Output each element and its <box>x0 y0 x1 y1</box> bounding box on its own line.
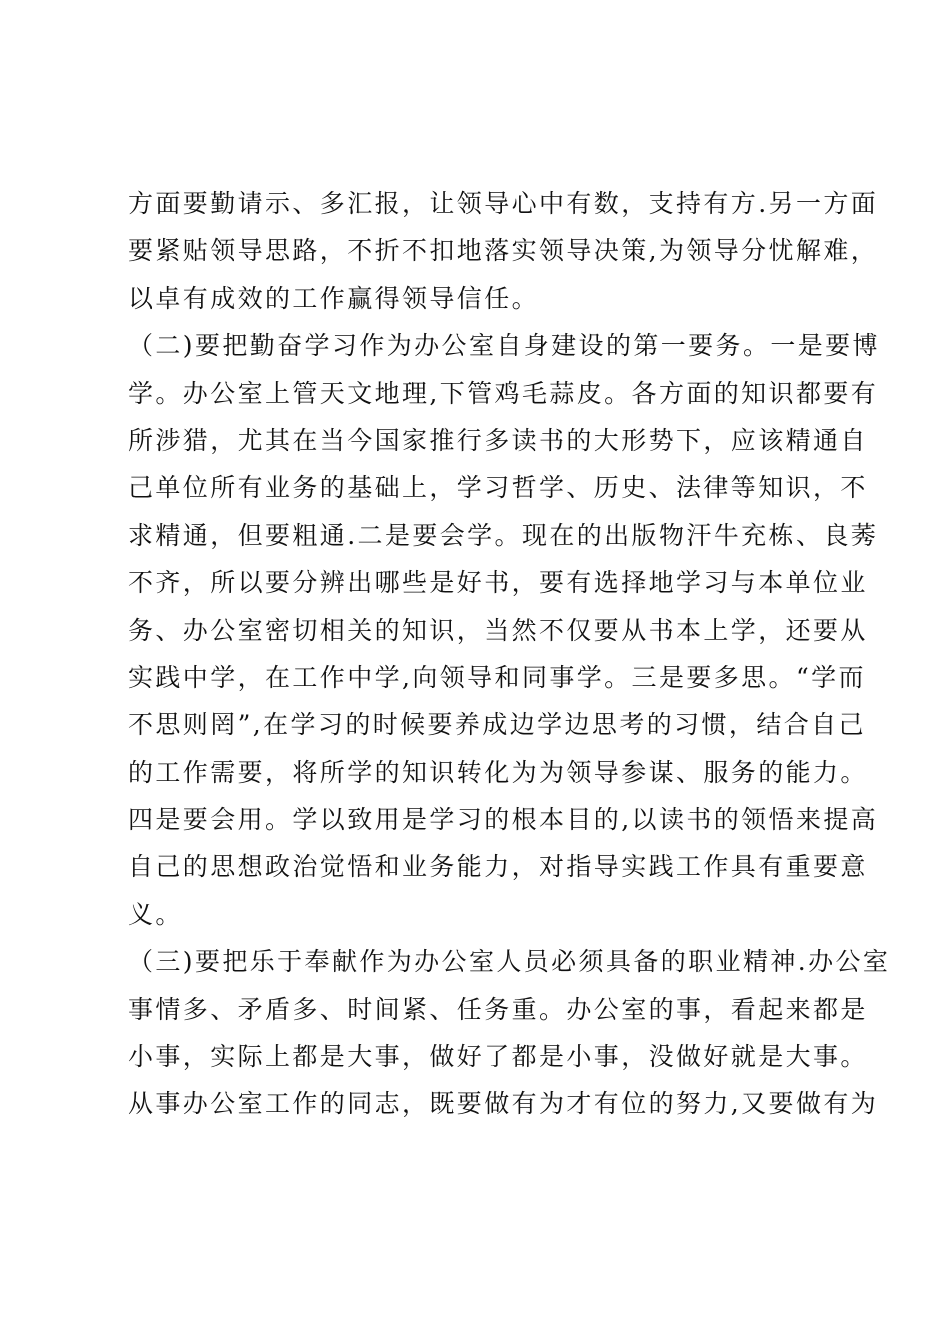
text-line: 不齐，所以要分辨出哪些是好书，要有选择地学习与本单位业 <box>128 568 868 598</box>
text-line: 求精通，但要粗通.二是要会学。现在的出版物汗牛充栋、良莠 <box>128 520 879 550</box>
text-line: （二)要把勤奋学习作为办公室自身建设的第一要务。一是要博 <box>128 331 880 361</box>
text-line: 要紧贴领导思路，不折不扣地落实领导决策,为领导分忧解难， <box>128 236 879 266</box>
text-line: 四是要会用。学以致用是学习的根本目的,以读书的领悟来提高 <box>128 805 879 835</box>
text-line: （三)要把乐于奉献作为办公室人员必须具备的职业精神.办公室 <box>128 947 891 977</box>
text-line: 从事办公室工作的同志，既要做有为才有位的努力,又要做有为 <box>128 1089 879 1119</box>
text-line: 以卓有成效的工作赢得领导信任。 <box>128 283 540 313</box>
text-line: 事情多、矛盾多、时间紧、任务重。办公室的事，看起来都是 <box>128 994 868 1024</box>
text-line: 所涉猎，尤其在当今国家推行多读书的大形势下，应该精通自 <box>128 425 868 455</box>
text-line: 己单位所有业务的基础上，学习哲学、历史、法律等知识，不 <box>128 473 868 503</box>
body-text <box>128 180 891 1128</box>
text-line: 学。办公室上管天文地理,下管鸡毛蒜皮。各方面的知识都要有 <box>128 378 879 408</box>
text-line: 义。 <box>128 899 183 929</box>
text-line: 务、办公室密切相关的知识，当然不仅要从书本上学，还要从 <box>128 615 868 645</box>
text-line: 实践中学，在工作中学,向领导和同事学。三是要多思。“学而 <box>128 662 866 692</box>
text-line: 自己的思想政治觉悟和业务能力，对指导实践工作具有重要意 <box>128 852 868 882</box>
text-line: 不思则罔”,在学习的时候要养成边学边思考的习惯，结合自己 <box>128 710 866 740</box>
text-line: 的工作需要，将所学的知识转化为为领导参谋、服务的能力。 <box>128 757 868 787</box>
text-line: 小事，实际上都是大事，做好了都是小事，没做好就是大事。 <box>128 1042 868 1072</box>
text-line: 方面要勤请示、多汇报，让领导心中有数，支持有方.另一方面 <box>128 189 879 218</box>
